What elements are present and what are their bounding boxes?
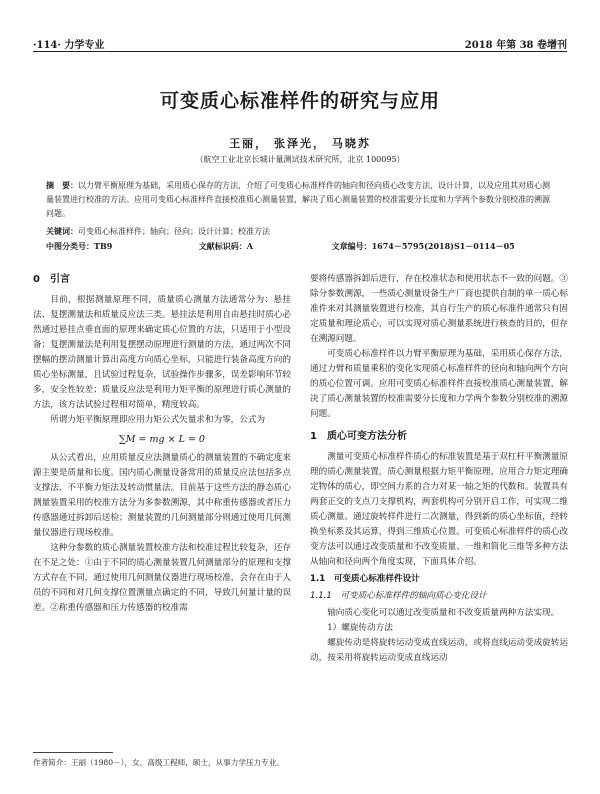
abstract-label: 摘 要： xyxy=(46,180,78,190)
abstract xyxy=(46,178,554,221)
subsection-title-1-1: 1.1 可变质心标准样件设计 xyxy=(310,574,420,584)
authors: 王丽， 张泽光， 马晓苏 xyxy=(229,137,371,150)
paragraph: 测量可变质心标准样件质心的标准装置是基于双杠杆平衡测量原理的质心测量装置，质心测量根据力矩平衡原理，应用合力矩定理确定物体的质心，即空间力系的合力对某一轴之矩的代数和。装置具有两套正交的支点刀支撑机构，两套机构可分别开启工作，可实现二维质心测量。通过旋转样件进行二次测量，得到新的质心坐标值，经转换坐标系及其运算，得到三维质心位置。可变质心标准样件的质心改变方法可以通过改变质量和不改变质量、一维和简化三维等多种方法从轴向和径向两个角度实现，下面具体介绍。 xyxy=(310,452,568,567)
affiliation: （航空工业北京长城计量测试技术研究所，北京 100095） xyxy=(195,155,405,164)
footnote xyxy=(33,752,291,769)
article-id-label: 文章编号： xyxy=(331,241,372,251)
paragraph: 所谓力矩平衡原理即应用力矩公式矢量求和为零，公式为 xyxy=(50,415,266,425)
header-left: ·114· 力学专业 xyxy=(33,40,105,51)
keywords-text: 可变质心标准样件；轴向；径向；设计计算；校准方法 xyxy=(78,227,270,236)
footnote-rule xyxy=(33,752,113,753)
paragraph: 要将传感器拆卸后进行，存在校准状态和使用状态不一致的问题。③除分参数溯源，一些质心测量设备生产厂商也提供自制的单一质心标准件来对其测量装置进行校准，其自行生产的质心标准件通常只有固定质量和理论质心，可以实现对质心测量系统进行核查的目的，但存在溯源问题。 xyxy=(310,274,568,344)
paragraph: 从公式看出，应用质量反应法测量质心的测量装置的不确定度来源主要是质量和长度。国内质心测量设备常用的质量反应法包括多点支撑法、不平衡力矩法及转动惯量法。目前基于这些方法的静态质心测量装置采用的校准方法分为多参数溯源，其中称重传感器或者压力传感器通过拆卸后送检；测量装置的几何测量部分则通过使用几何测量仪器进行现场校准。 xyxy=(33,453,291,538)
header-right: 2018 年第 38 卷增刊 xyxy=(464,40,567,51)
section-title-intro: 0 引言 xyxy=(33,274,70,285)
paragraph: 螺旋传动是将旋转运动变成直线运动，或将直线运动变成旋转运动，按采用将旋转运动变成直线运动 xyxy=(310,638,568,663)
doc-code-value: A xyxy=(246,241,254,251)
keywords xyxy=(46,226,554,237)
clc-label: 中图分类号： xyxy=(46,241,94,251)
keywords-label: 关键词： xyxy=(46,226,78,236)
paragraph: 目前，根据测量原理不同，质量质心测量方法通常分为：悬挂法、复摆测量法和质量反应法三类。悬挂法是利用自由悬挂时质心必然通过悬挂点垂直面的原理来确定质心位置的方法，只适用于小型设备；复摆测量法是利用复摆摆动原理进行测量的方法，通过两次不同摆幅的摆动测量计算出高度方向质心坐标，只能进行装备高度方向的质心坐标测量，且试验过程复杂，试验操作步骤多，误差影响环节较多，安全性较差；质量反应法是利用力矩平衡的原理进行质心测量的方法，该方法试验过程相对简单，精度较高。 xyxy=(33,295,291,410)
classification-line xyxy=(46,241,554,252)
clc-value: TB9 xyxy=(94,241,113,251)
paragraph: 可变质心标准样件以力臂平衡原理为基础，采用质心保存方法，通过力臂和质量乘积的变化实现质心标准样件的径向和轴向两个方向的质心位置可调。应用可变质心标准样件直接校准质心测量装置，解决了质心测量装置的校准需要分长度和力学两个参数分别校准的溯源问题。 xyxy=(310,349,568,419)
doc-code-label: 文献标识码： xyxy=(198,241,247,251)
article-id-value: 1674－5795(2018)S1－0114－05 xyxy=(371,241,515,251)
equation: ∑M = mg × L = 0 xyxy=(119,434,205,445)
right-column xyxy=(310,272,568,666)
paper-title: 可变质心标准样件的研究与应用 xyxy=(159,90,440,112)
section-title-1: 1 质心可变方法分析 xyxy=(310,431,407,442)
paragraph: 这种分参数的质心测量装置校准方法和校准过程比较复杂，还存在不足之处：①由于不同的质心测量装置几何测量部分的原理和支撑方式存在不同，通过使用几何测量仪器进行现场校准，会存在由于人员的不同和对几何支撑位置测量点确定的不同，导致几何量计量的误差。②称重传感器和压力传感器的校准需 xyxy=(33,543,291,613)
paragraph: 轴向质心变化可以通过改变质量和不改变质量两种方法实现。 xyxy=(327,608,560,618)
subsection-title-1-1-1: 1.1.1 可变质心标准样件的轴向质心变化设计 xyxy=(310,591,487,601)
running-header xyxy=(33,36,567,54)
abstract-text: 以力臂平衡原理为基础，采用质心保存的方法，介绍了可变质心标准样件的轴向和径向质心改变方法，设计计算，以及应用其对质心测量装置进行校准的方法。应用可变质心标准样件直接校准质心测量装置，解决了质心测量装置的校准需要分长度和力学两个参数分别校准的溯源问题。 xyxy=(46,181,550,218)
left-column xyxy=(33,272,291,616)
header-rule xyxy=(33,51,567,52)
list-item: 1）螺旋传动方法 xyxy=(327,623,393,633)
footnote-text: 作者简介：王丽（1980－），女，高级工程师，硕士，从事力学压力专业。 xyxy=(33,758,284,767)
